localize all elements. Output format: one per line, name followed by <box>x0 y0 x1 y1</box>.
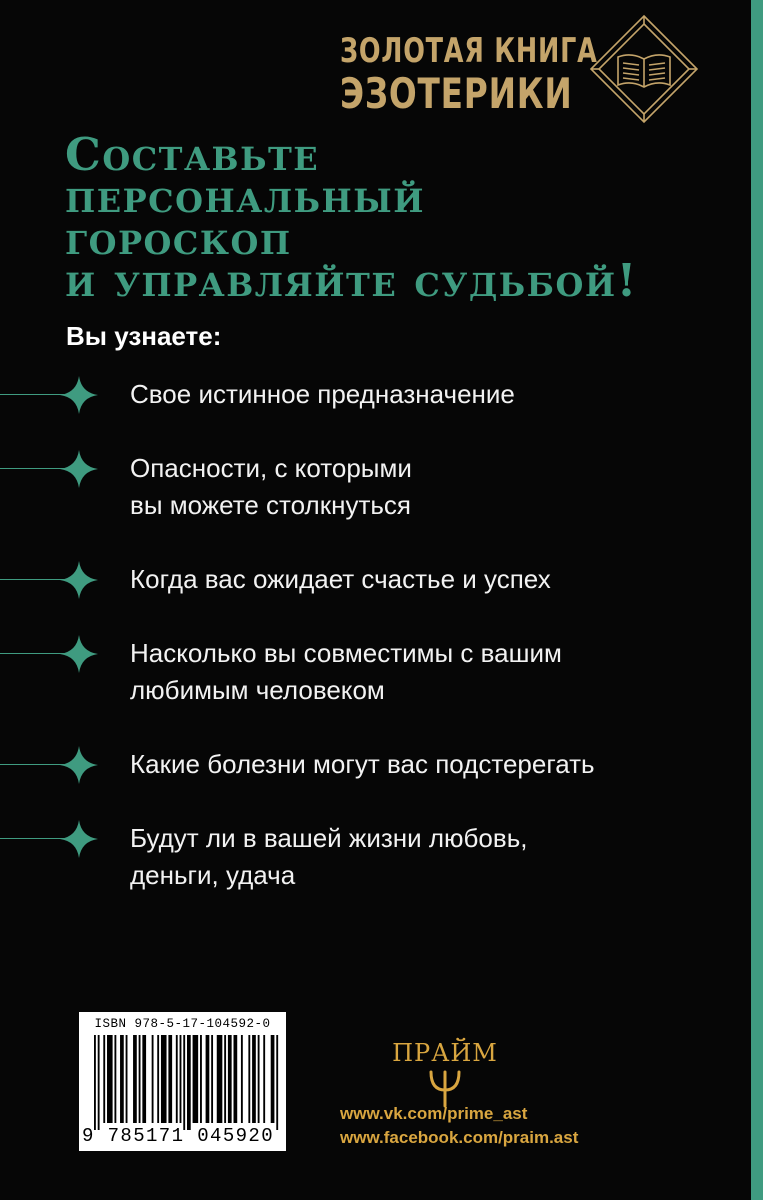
intro-label: Вы узнаете: <box>66 321 222 351</box>
headline-line-3: гороскоп <box>65 212 292 265</box>
series-title <box>340 30 598 118</box>
barcode-bar <box>258 1035 260 1123</box>
isbn-text: ISBN 978-5-17-104592-0 <box>94 1017 271 1031</box>
benefit-text-line-1: Насколько вы совместимы с вашим <box>130 638 562 668</box>
barcode-bar <box>224 1035 226 1123</box>
barcode-bar <box>211 1035 213 1123</box>
barcode-digits: 9 785171 045920 <box>82 1125 275 1147</box>
four-point-star-icon <box>60 561 98 599</box>
barcode-bar <box>234 1035 238 1123</box>
benefit-text-line-1: Какие болезни могут вас подстерегать <box>130 749 595 779</box>
benefit-rule <box>0 653 64 654</box>
barcode-bar <box>133 1035 137 1123</box>
benefit-rule <box>0 764 64 765</box>
headline <box>65 128 715 307</box>
benefit-rule <box>0 579 64 580</box>
barcode-bar <box>107 1035 113 1123</box>
barcode-bar <box>248 1035 250 1123</box>
barcode-bar <box>183 1035 185 1130</box>
barcode-bar <box>263 1035 265 1123</box>
barcode-bar <box>206 1035 210 1123</box>
barcode-bar <box>180 1035 182 1123</box>
barcode-bar <box>193 1035 199 1123</box>
barcode-bar <box>200 1035 202 1123</box>
barcode-bar <box>98 1035 100 1130</box>
barcode-bars <box>94 1035 280 1130</box>
barcode-bar <box>168 1035 172 1123</box>
series-title-line-1: ЗОЛОТАЯ КНИГА <box>340 31 598 71</box>
spine-accent-strip <box>751 0 763 1200</box>
benefit-text <box>130 635 690 709</box>
benefit-text <box>130 820 690 894</box>
barcode-bar <box>114 1035 116 1123</box>
headline-line-2: персональный <box>65 170 425 223</box>
benefit-text-line-2: деньги, удача <box>130 860 296 890</box>
benefit-text <box>130 561 690 598</box>
benefit-text-line-1: Будут ли в вашей жизни любовь, <box>130 823 528 853</box>
vk-link[interactable]: www.vk.com/prime_ast <box>340 1104 528 1123</box>
benefit-text-line-1: Когда вас ожидает счастье и успех <box>130 564 551 594</box>
barcode-bar <box>161 1035 167 1123</box>
barcode-bar <box>126 1035 128 1123</box>
four-point-star-icon <box>60 635 98 673</box>
benefit-text-line-2: вы можете столкнуться <box>130 490 411 520</box>
barcode-bar <box>157 1035 159 1123</box>
barcode-bar <box>187 1035 191 1130</box>
barcode-bar <box>276 1035 278 1130</box>
four-point-star-icon <box>60 450 98 488</box>
benefit-text-line-1: Свое истинное предназначение <box>130 379 515 409</box>
benefit-text-line-1: Опасности, с которыми <box>130 453 412 483</box>
barcode-bar <box>94 1035 96 1130</box>
benefit-rule <box>0 838 64 839</box>
barcode-bar <box>139 1035 141 1123</box>
social-links <box>340 1102 640 1150</box>
barcode-bar <box>176 1035 178 1123</box>
isbn-barcode <box>79 1012 286 1151</box>
benefit-text-line-2: любимым человеком <box>130 675 385 705</box>
benefit-rule <box>0 394 64 395</box>
four-point-star-icon <box>60 376 98 414</box>
benefit-text <box>130 450 690 524</box>
benefit-text <box>130 376 690 413</box>
headline-line-4: и управляйте судьбой! <box>65 254 638 307</box>
barcode-bar <box>152 1035 154 1123</box>
barcode-bar <box>241 1035 243 1123</box>
series-title-line-2: ЭЗОТЕРИКИ <box>340 69 573 118</box>
headline-line-1: Составьте <box>65 128 320 181</box>
barcode-bar <box>142 1035 146 1123</box>
barcode-bar <box>271 1035 275 1123</box>
barcode-bar <box>228 1035 232 1123</box>
publisher-name: ПРАЙМ <box>392 1039 498 1067</box>
barcode-bar <box>103 1035 105 1123</box>
barcode-bar <box>217 1035 223 1123</box>
open-book-icon <box>588 13 700 125</box>
four-point-star-icon <box>60 746 98 784</box>
facebook-link[interactable]: www.facebook.com/praim.ast <box>340 1128 579 1147</box>
four-point-star-icon <box>60 820 98 858</box>
benefit-rule <box>0 468 64 469</box>
benefit-text <box>130 746 690 783</box>
barcode-bar <box>120 1035 124 1123</box>
barcode-bar <box>252 1035 256 1123</box>
publisher-logo <box>390 1040 500 1108</box>
